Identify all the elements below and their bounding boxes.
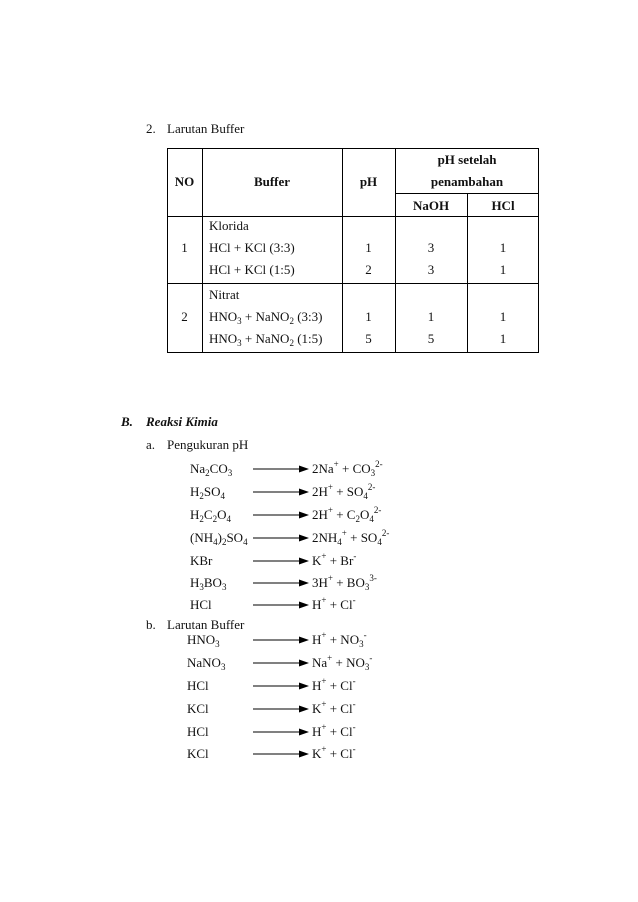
reaction-arrow-icon: [253, 635, 309, 645]
product: $2H^+ + C_2O_4^{2-}$: [312, 505, 382, 524]
hcl-cell: 1: [499, 331, 507, 346]
reaction-arrow-icon: [253, 464, 309, 474]
subsection-b-title: Larutan Buffer: [167, 617, 245, 632]
subsection-a-letter: a.: [146, 437, 156, 452]
reactant: KBr: [190, 553, 213, 568]
group-name: Klorida: [209, 218, 249, 233]
reactant: $H_2SO_4$: [190, 484, 226, 501]
buffer-cell: $HNO_3$ + NaNO$_2$ (3:3): [209, 309, 323, 326]
reaction-arrow-icon: [253, 704, 309, 714]
naoh-cell: 1: [427, 309, 435, 324]
product: H+ + Cl-: [312, 722, 356, 739]
reactant: $Na_2CO_3$: [190, 461, 233, 478]
product: H+ + Cl-: [312, 676, 356, 693]
ph-cell: 1: [365, 240, 372, 255]
reactant: HCl: [187, 724, 209, 739]
header-naoh: NaOH: [412, 198, 450, 213]
reactant: KCl: [187, 701, 209, 716]
reaction-arrow-icon: [253, 578, 309, 588]
reaction-arrow-icon: [253, 749, 309, 759]
reaction-arrow-icon: [253, 533, 309, 543]
buffer-cell: $HNO_3$ + NaNO$_2$ (1:5): [209, 331, 323, 348]
naoh-cell: 3: [427, 240, 435, 255]
header-ph-after-line1: pH setelah: [437, 152, 497, 167]
table-row-divider: [167, 283, 539, 284]
reaction-arrow-icon: [253, 600, 309, 610]
product: $H^+ + NO_3^-$: [312, 630, 367, 649]
reactant: HCl: [190, 597, 212, 612]
product: K+ + Br-: [312, 551, 357, 568]
table-row-divider: [395, 193, 539, 194]
product: K+ + Cl-: [312, 744, 356, 761]
reaction-arrow-icon: [253, 510, 309, 520]
product: H+ + Cl-: [312, 595, 356, 612]
group-number: 1: [181, 240, 188, 255]
product: $2H^+ + SO_4^{2-}$: [312, 482, 376, 501]
product: $2Na^+ + CO_3^{2-}$: [312, 459, 383, 478]
naoh-cell: 3: [427, 262, 435, 277]
hcl-cell: 1: [499, 262, 507, 277]
reactant: HCl: [187, 678, 209, 693]
section-b-letter: B.: [121, 414, 133, 429]
table-row-divider: [167, 216, 539, 217]
reaction-arrow-icon: [253, 681, 309, 691]
reaction-arrow-icon: [253, 727, 309, 737]
header-ph-after-line2: penambahan: [430, 174, 504, 189]
buffer-cell: HCl + KCl (3:3): [209, 240, 295, 255]
section-number: 2.: [146, 121, 156, 136]
hcl-cell: 1: [499, 309, 507, 324]
hcl-cell: 1: [499, 240, 507, 255]
reactant: $H_3BO_3$: [190, 575, 227, 592]
product: $3H^+ + BO_3^{3-}$: [312, 573, 377, 592]
ph-cell: 1: [365, 309, 372, 324]
reactant: NaNO$_3$: [187, 655, 226, 672]
subsection-b-letter: b.: [146, 617, 156, 632]
reactant: $(NH_4)_2SO_4$: [190, 530, 248, 547]
product: K+ + Cl-: [312, 699, 356, 716]
reactant: $HNO_3$: [187, 632, 220, 649]
section-title: Larutan Buffer: [167, 121, 245, 136]
header-hcl: HCl: [491, 198, 515, 213]
product: $2NH_4^+ + SO_4^{2-}$: [312, 528, 390, 547]
product: $Na^+ + NO_3^-$: [312, 653, 373, 672]
reaction-arrow-icon: [253, 658, 309, 668]
reaction-arrow-icon: [253, 556, 309, 566]
group-number: 2: [181, 309, 188, 324]
buffer-cell: HCl + KCl (1:5): [209, 262, 295, 277]
ph-cell: 2: [365, 262, 372, 277]
header-no: NO: [174, 174, 195, 189]
header-buffer: Buffer: [253, 174, 291, 189]
table-border-bottom: [167, 352, 539, 353]
section-b-title: Reaksi Kimia: [146, 414, 218, 429]
subsection-a-title: Pengukuran pH: [167, 437, 249, 452]
reactant: $H_2C_2O_4$: [190, 507, 231, 524]
reactant: KCl: [187, 746, 209, 761]
ph-cell: 5: [365, 331, 372, 346]
reaction-arrow-icon: [253, 487, 309, 497]
table-border-top: [167, 148, 539, 149]
naoh-cell: 5: [427, 331, 435, 346]
group-name: Nitrat: [209, 287, 240, 302]
header-ph: pH: [359, 174, 378, 189]
